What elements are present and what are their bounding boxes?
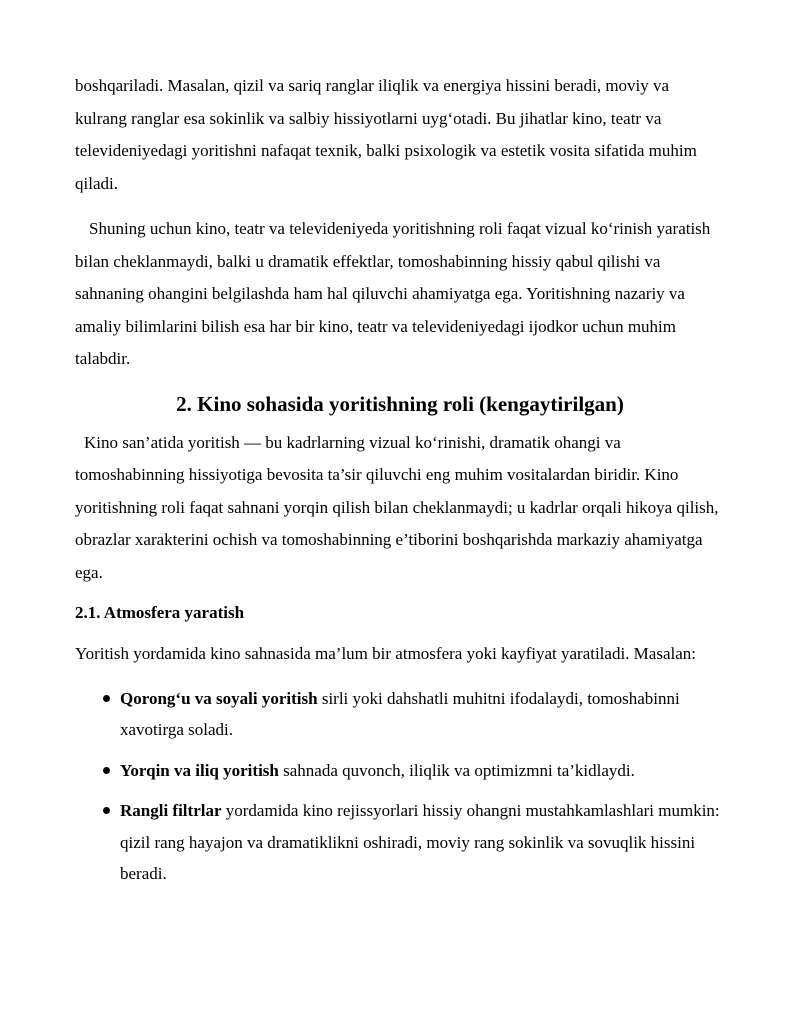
paragraph-intro-continuation: boshqariladi. Masalan, qizil va sariq ranglar iliqlik va energiya hissini beradi, moviy va kulrang ranglar esa sokinlik va salbiy hissiyotlarni uyg‘otadi. Bu jihatlar kino, teatr va televideniyedagi yoritishni nafaqat texnik, balki psixologik va estetik vosita sifatida muhim qiladi. xyxy=(75,76,697,193)
bullet-icon xyxy=(103,807,110,814)
list-item-term: Rangli filtrlar xyxy=(120,801,222,820)
list-item xyxy=(75,795,725,890)
section-heading: 2. Kino sohasida yoritishning roli (kengaytirilgan) xyxy=(176,391,624,416)
list-item-text: yordamida kino rejissyorlari hissiy ohangni mustahkamlashlari mumkin: qizil rang hayajon va dramatiklikni oshiradi, moviy rang sokinlik va sovuqlik hissini beradi. xyxy=(120,801,720,883)
bullet-icon xyxy=(103,767,110,774)
document-page xyxy=(75,70,725,899)
list-item-text: sahnada quvonch, iliqlik va optimizmni ta’kidlaydi. xyxy=(278,760,635,780)
paragraph-section-intro: Kino san’atida yoritish — bu kadrlarning vizual ko‘rinishi, dramatik ohangi va tomoshabinning hissiyotiga bevosita ta’sir qiluvchi eng muhim vositalardan biridir. Kino yoritishning roli faqat sahnani yorqin qilish bilan cheklanmaydi; u kadrlar orqali hikoya qilish, obrazlar xarakterini ochish va tomoshabinning e’tiborini boshqarishda markaziy ahamiyatga ega. xyxy=(75,432,719,582)
list-item xyxy=(75,755,725,787)
bullet-icon xyxy=(103,695,110,702)
list-item xyxy=(75,683,725,746)
list-item-term: Qorong‘u va soyali yoritish xyxy=(120,688,318,708)
paragraph-conclusion: Shuning uchun kino, teatr va televideniyeda yoritishning roli faqat vizual ko‘rinish yaratish bilan cheklanmaydi, balki u dramatik effektlar, tomoshabinning hissiy qabul qilishi va sahnaning ohangini belgilashda ham hal qiluvchi ahamiyatga ega. Yoritishning nazariy va amaliy bilimlarini bilish esa har bir kino, teatr va televideniyedagi ijodkor uchun muhim talabdir. xyxy=(75,219,711,368)
list-item-text: sirli yoki dahshatli muhitni ifodalaydi, tomoshabinni xavotirga soladi. xyxy=(120,688,680,739)
list-item-term: Yorqin va iliq yoritish xyxy=(120,760,279,780)
paragraph-atmosphere: Yoritish yordamida kino sahnasida ma’lum bir atmosfera yoki kayfiyat yaratiladi. Masalan: xyxy=(75,644,696,663)
bullet-list xyxy=(75,683,725,890)
subsection-heading: 2.1. Atmosfera yaratish xyxy=(75,603,245,622)
